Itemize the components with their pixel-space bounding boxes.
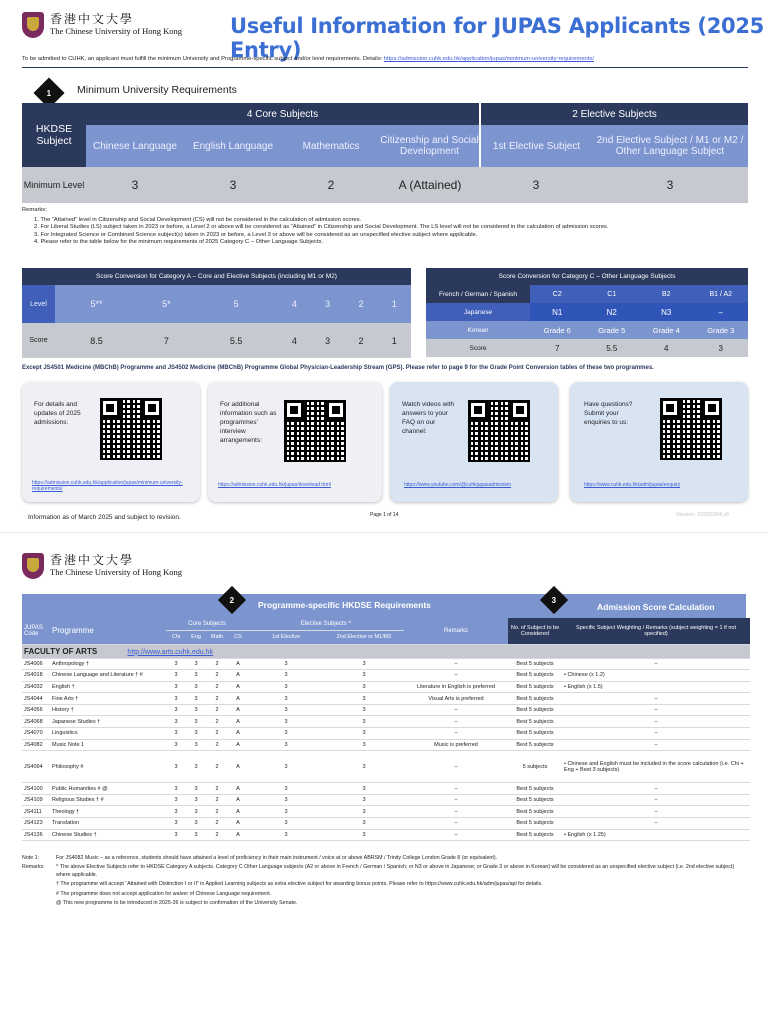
version: Version: 20250304.v5	[676, 512, 730, 518]
cell-rem: –	[404, 751, 508, 783]
info-card-videos: Watch videos with answers to your FAQ on our channel: https://www.youtube.com/@cuhkjupasadmission	[390, 382, 558, 502]
cell-rem: –	[404, 704, 508, 716]
cell-math: 2	[206, 670, 228, 682]
cell-cs: A	[228, 794, 248, 806]
card-link[interactable]: https://admission.cuhk.edu.hk/jupas/download.html	[218, 482, 331, 488]
faculty-link[interactable]: http://www.arts.cuhk.edu.hk	[127, 648, 214, 656]
cell-e2: 3	[324, 783, 404, 795]
cell-num: 5 subjects	[508, 751, 562, 783]
remark-item: 2. For Liberal Studies (LS) subject taken in 2023 or before, a Level 2 or above will be considered as “Attained” in Citizenship and Social Development. The LS level will not be considered in the calculation of admission scores.	[34, 224, 609, 230]
subject-elective-2: 2nd Elective Subject / M1 or M2 / Other Language Subject	[592, 125, 748, 167]
score-c-title: Score Conversion for Category C – Other Language Subjects	[426, 268, 748, 285]
cell-rem: –	[404, 783, 508, 795]
cell-cs: A	[228, 658, 248, 670]
minimum-level-label: Minimum Level	[22, 167, 86, 203]
cell-code: JS4068	[22, 716, 50, 728]
cell-cs: A	[228, 829, 248, 841]
cell-name: History †	[50, 704, 166, 716]
section-1-title: Minimum University Requirements	[77, 84, 237, 96]
cell-rem: –	[404, 658, 508, 670]
except-note: Except JS4501 Medicine (MBChB) Programme and JS4502 Medicine (MBChB) Programme Global Physician-Leadership Stream (GPS). Please refer to page 9 for the Grade Point Conversion tables of these two programmes.	[22, 365, 654, 371]
table-row	[22, 751, 750, 783]
cell-rem: Literature in English is preferred	[404, 681, 508, 693]
cell-e2: 3	[324, 716, 404, 728]
cell-rem: –	[404, 794, 508, 806]
cell-e2: 3	[324, 693, 404, 705]
cell-chi: 3	[166, 794, 186, 806]
elective-subjects-header: Elective Subjects ^	[248, 618, 404, 630]
cell-name: Philosophy #	[50, 751, 166, 783]
cuhk-crest-icon	[22, 553, 44, 579]
page-title: Useful Information for JUPAS Applicants (2025 Entry)	[230, 14, 764, 62]
cell-w: –	[562, 739, 750, 751]
cell-w: –	[562, 658, 750, 670]
cell-num: Best 5 subjects	[508, 806, 562, 818]
level-cell: 2	[358, 299, 364, 309]
table-row	[22, 704, 750, 716]
cell-code: JS4082	[22, 739, 50, 751]
qr-code-icon	[100, 398, 162, 460]
remark-item: 4. Please refer to the table below for the minimum requirements of 2025 Category C – Other Language Subjects.	[34, 239, 324, 245]
cell-chi: 3	[166, 728, 186, 740]
cell-eng: 3	[186, 818, 206, 830]
table-row	[22, 670, 750, 682]
cell-eng: 3	[186, 739, 206, 751]
cell-w: –	[562, 806, 750, 818]
cell-e1: 3	[248, 794, 324, 806]
cell-cs: A	[228, 728, 248, 740]
cell-cs: A	[228, 818, 248, 830]
cell-name: Chinese Studies †	[50, 829, 166, 841]
table-row	[22, 681, 750, 693]
cell-chi: 3	[166, 739, 186, 751]
score-a-title: Score Conversion for Category A – Core and Elective Subjects (including M1 or M2)	[22, 268, 411, 285]
cell-num: Best 5 subjects	[508, 829, 562, 841]
cell-math: 2	[206, 704, 228, 716]
cell-eng: 3	[186, 681, 206, 693]
cuhk-logo	[22, 12, 182, 38]
divider	[22, 67, 748, 68]
card-link[interactable]: https://www.youtube.com/@cuhkjupasadmission	[404, 482, 512, 488]
cell-math: 2	[206, 806, 228, 818]
cell-rem: –	[404, 728, 508, 740]
cell-num: Best 5 subjects	[508, 818, 562, 830]
level-cell: 4	[291, 299, 297, 309]
cell-code: JS4094	[22, 751, 50, 783]
table-row	[22, 658, 750, 670]
cell-e1: 3	[248, 658, 324, 670]
cell-cs: A	[228, 716, 248, 728]
table-row	[22, 728, 750, 740]
score-category-a-table	[22, 268, 411, 358]
section-3-badge: 3	[540, 586, 568, 614]
cell-e2: 3	[324, 818, 404, 830]
cell-math: 2	[206, 818, 228, 830]
faculty-name: FACULTY OF ARTS	[24, 646, 98, 656]
cell-chi: 3	[166, 829, 186, 841]
cell-e1: 3	[248, 739, 324, 751]
level-cell: 5	[233, 299, 239, 309]
card-link[interactable]: https://www.cuhk.edu.hk/adm/jupas/enquiry	[584, 482, 681, 488]
page-number: Page 1 of 14	[370, 512, 399, 518]
cell-name: Public Humanities # @	[50, 783, 166, 795]
cell-eng: 3	[186, 728, 206, 740]
cell-rem: –	[404, 806, 508, 818]
cell-e1: 3	[248, 806, 324, 818]
cell-w: • Chinese and English must be included in the score calculation (i.e. Chi + Eng + Best 3 subjects)	[562, 751, 750, 783]
cell-num: Best 5 subjects	[508, 783, 562, 795]
cell-cs: A	[228, 751, 248, 783]
cell-code: JS4006	[22, 658, 50, 670]
cell-cs: A	[228, 693, 248, 705]
cell-rem: –	[404, 716, 508, 728]
cell-w: –	[562, 818, 750, 830]
cell-chi: 3	[166, 716, 186, 728]
cell-eng: 3	[186, 693, 206, 705]
cell-eng: 3	[186, 794, 206, 806]
hkdse-subject-header: HKDSE Subject	[22, 103, 86, 167]
section-2-title: Programme-specific HKDSE Requirements	[258, 600, 431, 610]
table-row	[22, 693, 750, 705]
subject-math: Mathematics	[282, 125, 380, 167]
cell-math: 2	[206, 739, 228, 751]
no-subject-header: No. of Subject to be Considered	[508, 618, 562, 644]
level-value: 3	[480, 167, 592, 203]
level-value: 2	[282, 167, 380, 203]
score-cell: 8.5	[90, 335, 103, 346]
footer-info: Information as of March 2025 and subject to revision.	[28, 514, 181, 521]
cell-e2: 3	[324, 829, 404, 841]
cell-rem: –	[404, 829, 508, 841]
section-1-badge: 1	[33, 77, 64, 108]
cell-cs: A	[228, 681, 248, 693]
subject-cs: Citizenship and Social Development	[380, 125, 480, 167]
cell-eng: 3	[186, 658, 206, 670]
cell-chi: 3	[166, 681, 186, 693]
cell-e1: 3	[248, 751, 324, 783]
logo-chinese: 香港中文大學	[50, 12, 135, 26]
score-cell: 3	[325, 335, 331, 346]
table-row	[22, 739, 750, 751]
cell-e2: 3	[324, 794, 404, 806]
weighting-header: Specific Subject Weighting / Remarks (subject weighting = 1 if not specified)	[562, 618, 750, 644]
table-row	[22, 794, 750, 806]
cell-w: • English (x 1.25)	[562, 829, 750, 841]
level-cell: 1	[391, 299, 397, 309]
cell-name: Japanese Studies †	[50, 716, 166, 728]
cuhk-crest-icon	[22, 12, 44, 38]
cell-code: JS4111	[22, 806, 50, 818]
qr-code-icon	[284, 400, 346, 462]
cell-w: –	[562, 704, 750, 716]
score-category-c-table: Score Conversion for Category C – Other Language Subjects French / German / Spanish C2 C1 B2 B1 / A2 Japanese N1 N2 N3 – Korean Grade 6 Grade 5 Grade 4 Grade 3 Score 7 5.5 4 3	[426, 268, 748, 357]
cell-num: Best 5 subjects	[508, 681, 562, 693]
page2-notes: Note 1: For JS4082 Music – as a reference, students should have attained a level of proficiency in their main instrument / voice at or above ABRSM / Trinity College London Grade 8 (or equivalent). Remarks: ^ The above Elective Subjects refer to HKDSE Category A subjects. Category C Other Language subjects (A2 or above in French / German / Spanish; or N3 or above in Japanese; or Grade 3 or above in Korean) will be considered as an unspecified elective subject (i.e. 2nd elective subject) where applicable. † The programme will accept “Attained with Distinction I or II” in Applied Learning subjects as extra elective subject for awarding bonus points. Please refer to https://www.cuhk.edu.hk/adm/jupas/apl for details. # The programme does not accept application for waiver of Chinese Language requirement. @ This new programme to be introduced in 2025-26 is subject to confirmation of the University Senate.	[22, 855, 735, 907]
level-label: Level	[22, 285, 55, 323]
cell-e2: 3	[324, 751, 404, 783]
cell-e2: 3	[324, 681, 404, 693]
cell-rem: Music is preferred	[404, 739, 508, 751]
table-row	[22, 806, 750, 818]
cell-name: Religious Studies † #	[50, 794, 166, 806]
cell-num: Best 5 subjects	[508, 658, 562, 670]
info-card-enquiry: Have questions? Submit your enquiries to us: https://www.cuhk.edu.hk/adm/jupas/enquiry	[570, 382, 748, 502]
cell-name: Linguistics	[50, 728, 166, 740]
cell-cs: A	[228, 739, 248, 751]
jupas-code-header: JUPAS Code	[22, 618, 50, 644]
info-card-admissions: For details and updates of 2025 admissions: https://admission.cuhk.edu.hk/application/jupas/minimum-university-requirements/	[22, 382, 200, 502]
min-requirements-table	[22, 103, 748, 203]
cell-name: Anthropology †	[50, 658, 166, 670]
table-row	[22, 818, 750, 830]
qr-code-icon	[660, 398, 722, 460]
cell-e2: 3	[324, 670, 404, 682]
core-group-header: 4 Core Subjects	[86, 103, 480, 125]
cell-code: JS4044	[22, 693, 50, 705]
cell-math: 2	[206, 794, 228, 806]
cell-cs: A	[228, 806, 248, 818]
score-cell: 5.5	[229, 335, 243, 346]
cell-code: JS4070	[22, 728, 50, 740]
cell-e1: 3	[248, 681, 324, 693]
level-value: 3	[86, 167, 184, 203]
cell-math: 2	[206, 728, 228, 740]
table-row	[22, 783, 750, 795]
cell-rem: –	[404, 818, 508, 830]
cell-chi: 3	[166, 783, 186, 795]
cell-e1: 3	[248, 670, 324, 682]
section-2-badge: 2	[218, 586, 246, 614]
cell-chi: 3	[166, 806, 186, 818]
cell-chi: 3	[166, 704, 186, 716]
cell-name: Music Note 1	[50, 739, 166, 751]
remark-item: 1. The “Attained” level in Citizenship and Social Development (CS) will not be considered in the calculation of admission scores.	[34, 216, 362, 223]
cell-num: Best 5 subjects	[508, 693, 562, 705]
cell-code: JS4018	[22, 670, 50, 682]
intro-link[interactable]: https://admission.cuhk.edu.hk/application/jupas/minimum-university-requirements/	[383, 56, 594, 62]
subject-elective-1: 1st Elective Subject	[480, 125, 592, 167]
table-row	[22, 829, 750, 841]
cell-math: 2	[206, 681, 228, 693]
level-value: A (Attained)	[380, 167, 480, 203]
cell-math: 2	[206, 751, 228, 783]
subject-english: English Language	[184, 125, 282, 167]
cell-w: –	[562, 693, 750, 705]
cell-chi: 3	[166, 751, 186, 783]
cell-w: • English (x 1.5)	[562, 681, 750, 693]
remark-item: 3. For Integrated Science or Combined Science subject(s) taken in 2023 or before, a Level 3 or above will be considered as an unspecified elective subject where applicable.	[34, 231, 478, 238]
cell-w: –	[562, 783, 750, 795]
cell-name: Theology †	[50, 806, 166, 818]
cell-cs: A	[228, 704, 248, 716]
cell-eng: 3	[186, 704, 206, 716]
cell-e2: 3	[324, 704, 404, 716]
core-subjects-header: Core Subjects	[166, 618, 248, 630]
cell-e2: 3	[324, 728, 404, 740]
cell-num: Best 5 subjects	[508, 794, 562, 806]
score-cell: 1	[391, 335, 397, 346]
score-label: Score	[29, 337, 48, 344]
remarks: Remarks: 1. The “Attained” level in Citizenship and Social Development (CS) will not be considered in the calculation of admission scores. 2. For Liberal Studies (LS) subject taken in 2023 or before, a Level 2 or above will be considered as “Attained” in Citizenship and Social Development. The LS level will not be considered in the calculation of admission scores. 3. For Integrated Science or Combined Science subject(s) taken in 2023 or before, a Level 3 or above will be considered as an unspecified elective subject where applicable. 4. Please refer to the table below for the minimum requirements of 2025 Category C – Other Language Subjects.	[22, 207, 748, 247]
cell-rem: Visual Arts is preferred	[404, 693, 508, 705]
cell-rem: –	[404, 670, 508, 682]
cell-num: Best 5 subjects	[508, 704, 562, 716]
cell-eng: 3	[186, 751, 206, 783]
cell-code: JS4100	[22, 783, 50, 795]
cell-e1: 3	[248, 693, 324, 705]
table-row	[22, 716, 750, 728]
cell-math: 2	[206, 658, 228, 670]
score-cell: 7	[163, 335, 169, 346]
score-cell: 4	[291, 335, 297, 346]
cell-name: Translation	[50, 818, 166, 830]
page-break	[0, 532, 768, 533]
cell-chi: 3	[166, 658, 186, 670]
cell-w: –	[562, 716, 750, 728]
cell-num: Best 5 subjects	[508, 670, 562, 682]
cell-e1: 3	[248, 818, 324, 830]
cell-e1: 3	[248, 716, 324, 728]
cell-math: 2	[206, 716, 228, 728]
level-cell: 5**	[90, 299, 103, 309]
level-cell: 3	[325, 299, 331, 309]
card-link[interactable]: https://admission.cuhk.edu.hk/application/jupas/minimum-university-requirements/	[32, 480, 183, 492]
cell-e2: 3	[324, 658, 404, 670]
cell-name: Fine Arts †	[50, 693, 166, 705]
cell-eng: 3	[186, 783, 206, 795]
info-card-downloads: For additional information such as programmes’ interview arrangements: https://admission.cuhk.edu.hk/jupas/download.html	[208, 382, 382, 502]
level-value: 3	[592, 167, 748, 203]
cell-w: –	[562, 728, 750, 740]
cell-e1: 3	[248, 704, 324, 716]
cell-code: JS4109	[22, 794, 50, 806]
cell-eng: 3	[186, 670, 206, 682]
cell-w: • Chinese (x 1.2)	[562, 670, 750, 682]
section-3-title: Admission Score Calculation	[597, 602, 715, 612]
cell-math: 2	[206, 693, 228, 705]
elective-group-header: 2 Elective Subjects	[480, 103, 748, 125]
cell-eng: 3	[186, 806, 206, 818]
level-value: 3	[184, 167, 282, 203]
cell-eng: 3	[186, 829, 206, 841]
cell-code: JS4123	[22, 818, 50, 830]
qr-code-icon	[468, 400, 530, 462]
cell-e2: 3	[324, 806, 404, 818]
cell-chi: 3	[166, 818, 186, 830]
logo-english: The Chinese University of Hong Kong	[50, 26, 182, 36]
programme-requirements-table: JUPAS Code Programme Core Subjects Elective Subjects ^ Remarks No. of Subject to be Considered Specific Subject Weighting / Remarks (subject weighting = 1 if not specified) Chi Eng Math CS 1st Elective 2nd Elective or M1/M2 FACULTY OF ARTS http://www.arts.cuhk.edu.hk JS4006 Anthropology † 3 3 2 A 3 3 – Best 5 subjects – JS4018 Chinese Language and Literature † # 3 3 2 A 3 3 – Best 5 subjects • Chinese (x 1.2) JS4032 English † 3 3 2 A 3 3 Literature in English is preferred Best 5 subjects • English (x 1.5) JS4044 Fine Arts † 3 3 2 A 3 3 Visual Arts is preferred Best 5 subjects – JS4056 History † 3 3 2 A 3 3 – Best 5 subjects – JS4068 Japanese Studies † 3 3 2 A 3 3 – Best 5 subjects – JS4070 Linguistics 3 3 2 A 3 3 – Best 5 subjects – JS4082 Music Note 1 3 3 2 A 3 3 Music is preferred Best 5 subjects – JS4094 Philosophy # 3 3 2 A 3 3 – 5 subjects • Chinese and English must be included in the score calculation (i.e. Chi + Eng + Best 3 subjects) JS4100 Public Humanities # @ 3 3 2 A 3 3 – Best 5 subjects – JS4109 Religious Studies † # 3 3 2 A 3 3 – Best 5 subjects – JS4111 Theology † 3 3 2 A 3 3 – Best 5 subjects – JS4123 Translation 3 3 2 A 3 3 – Best 5 subjects – JS4136 Chinese Studies † 3 3 2 A 3 3 – Best 5 subjects • English (x 1.25)	[22, 618, 750, 841]
faculty-row	[22, 644, 750, 658]
cell-w: –	[562, 794, 750, 806]
cell-chi: 3	[166, 670, 186, 682]
cell-num: Best 5 subjects	[508, 739, 562, 751]
cell-chi: 3	[166, 693, 186, 705]
cell-cs: A	[228, 670, 248, 682]
cell-cs: A	[228, 783, 248, 795]
intro: To be admitted to CUHK, an applicant must fulfill the minimum University and Programme-specific subject and/or level requirements. Details: https://admission.cuhk.edu.hk/application/jupas/minimum-university-requirements/	[22, 56, 594, 62]
level-cell: 5*	[162, 299, 171, 309]
cuhk-logo: 香港中文大學 The Chinese University of Hong Kong	[22, 553, 182, 579]
programme-header: Programme	[50, 618, 166, 644]
cell-eng: 3	[186, 716, 206, 728]
cell-num: Best 5 subjects	[508, 716, 562, 728]
cell-e2: 3	[324, 739, 404, 751]
cell-e1: 3	[248, 829, 324, 841]
cell-code: JS4056	[22, 704, 50, 716]
cell-e1: 3	[248, 728, 324, 740]
cell-code: JS4136	[22, 829, 50, 841]
remarks-header: Remarks	[404, 618, 508, 644]
cell-name: English †	[50, 681, 166, 693]
cell-num: Best 5 subjects	[508, 728, 562, 740]
score-cell: 2	[358, 335, 364, 346]
cell-math: 2	[206, 829, 228, 841]
cell-code: JS4032	[22, 681, 50, 693]
cell-name: Chinese Language and Literature † #	[50, 670, 166, 682]
cell-math: 2	[206, 783, 228, 795]
cell-e1: 3	[248, 783, 324, 795]
subject-chinese: Chinese Language	[86, 125, 184, 167]
